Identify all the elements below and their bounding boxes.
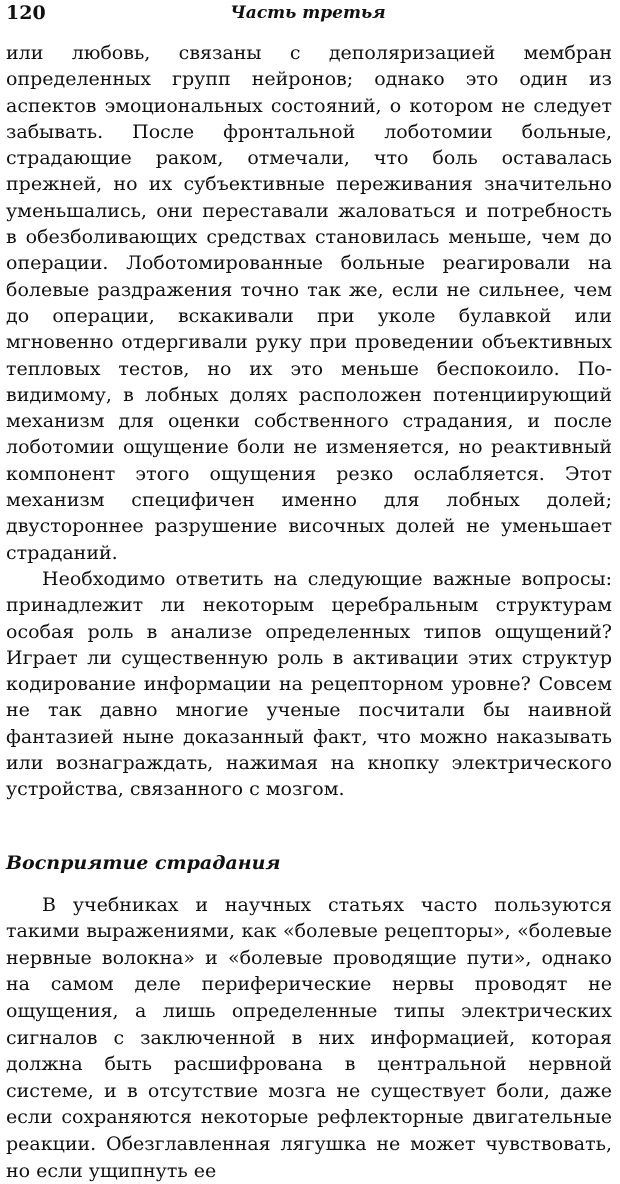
page-number: 120 (6, 2, 46, 24)
paragraph-lobotomy: или любовь, связаны с деполяризацией мембран определенных групп нейронов; однако это один из аспектов эмоциональных состояний, о котором не следует забывать. После фронтальной лоботомии больные, страдающие раком, отмечали, что боль оставалась прежней, но их субъективные переживания значительно уменьшались, они переставали жаловаться и потребность в обезболивающих средствах становилась меньше, чем до операции. Лоботомированные больные реагировали на болевые раздражения точно так же, если не сильнее, чем до операции, вскакивали при уколе булавкой или мгновенно отдергивали руку при проведении объективных тепловых тестов, но их это меньше беспокоило. По-видимому, в лобных долях расположен потенциирующий механизм для оценки собственного страдания, и после лоботомии ощущение боли не изменяется, но реактивный компонент этого ощущения резко ослабляется. Этот механизм специфичен именно для лобных долей; двустороннее разрушение височных долей не уменьшает страданий. (6, 42, 612, 564)
paragraph-questions: Необходимо ответить на следующие важные вопросы: принадлежит ли некоторым церебральным структурам особая роль в анализе определенных типов ощущений? Играет ли существенную роль в активации этих структур кодирование информации на рецепторном уровне? Совсем не так давно многие ученые посчитали бы наивной фантазией ныне доказанный факт, что можно наказывать или вознаграждать, нажимая на кнопку электрического устройства, связанного с мозгом. (6, 567, 612, 801)
page-header (6, 2, 610, 28)
section-heading: Восприятие страдания (6, 851, 281, 874)
page-body (6, 40, 612, 1184)
running-head: Часть третья (230, 3, 386, 23)
paragraph-perception: В учебниках и научных статьях часто пользуются такими выражениями, как «болевые рецепторы», «болевые нервные волокна» и «болевые проводящие пути», однако на самом деле периферические нервы проводят не ощущения, а лишь определенные типы электрических сигналов с заключенной в них информацией, которая должна быть расшифрована в центральной нервной системе, и в отсутствие мозга не существует боли, даже если сохраняются некоторые рефлекторные двигательные реакции. Обезглавленная лягушка не может чувствовать, но если ущипнуть ее (6, 893, 612, 1182)
